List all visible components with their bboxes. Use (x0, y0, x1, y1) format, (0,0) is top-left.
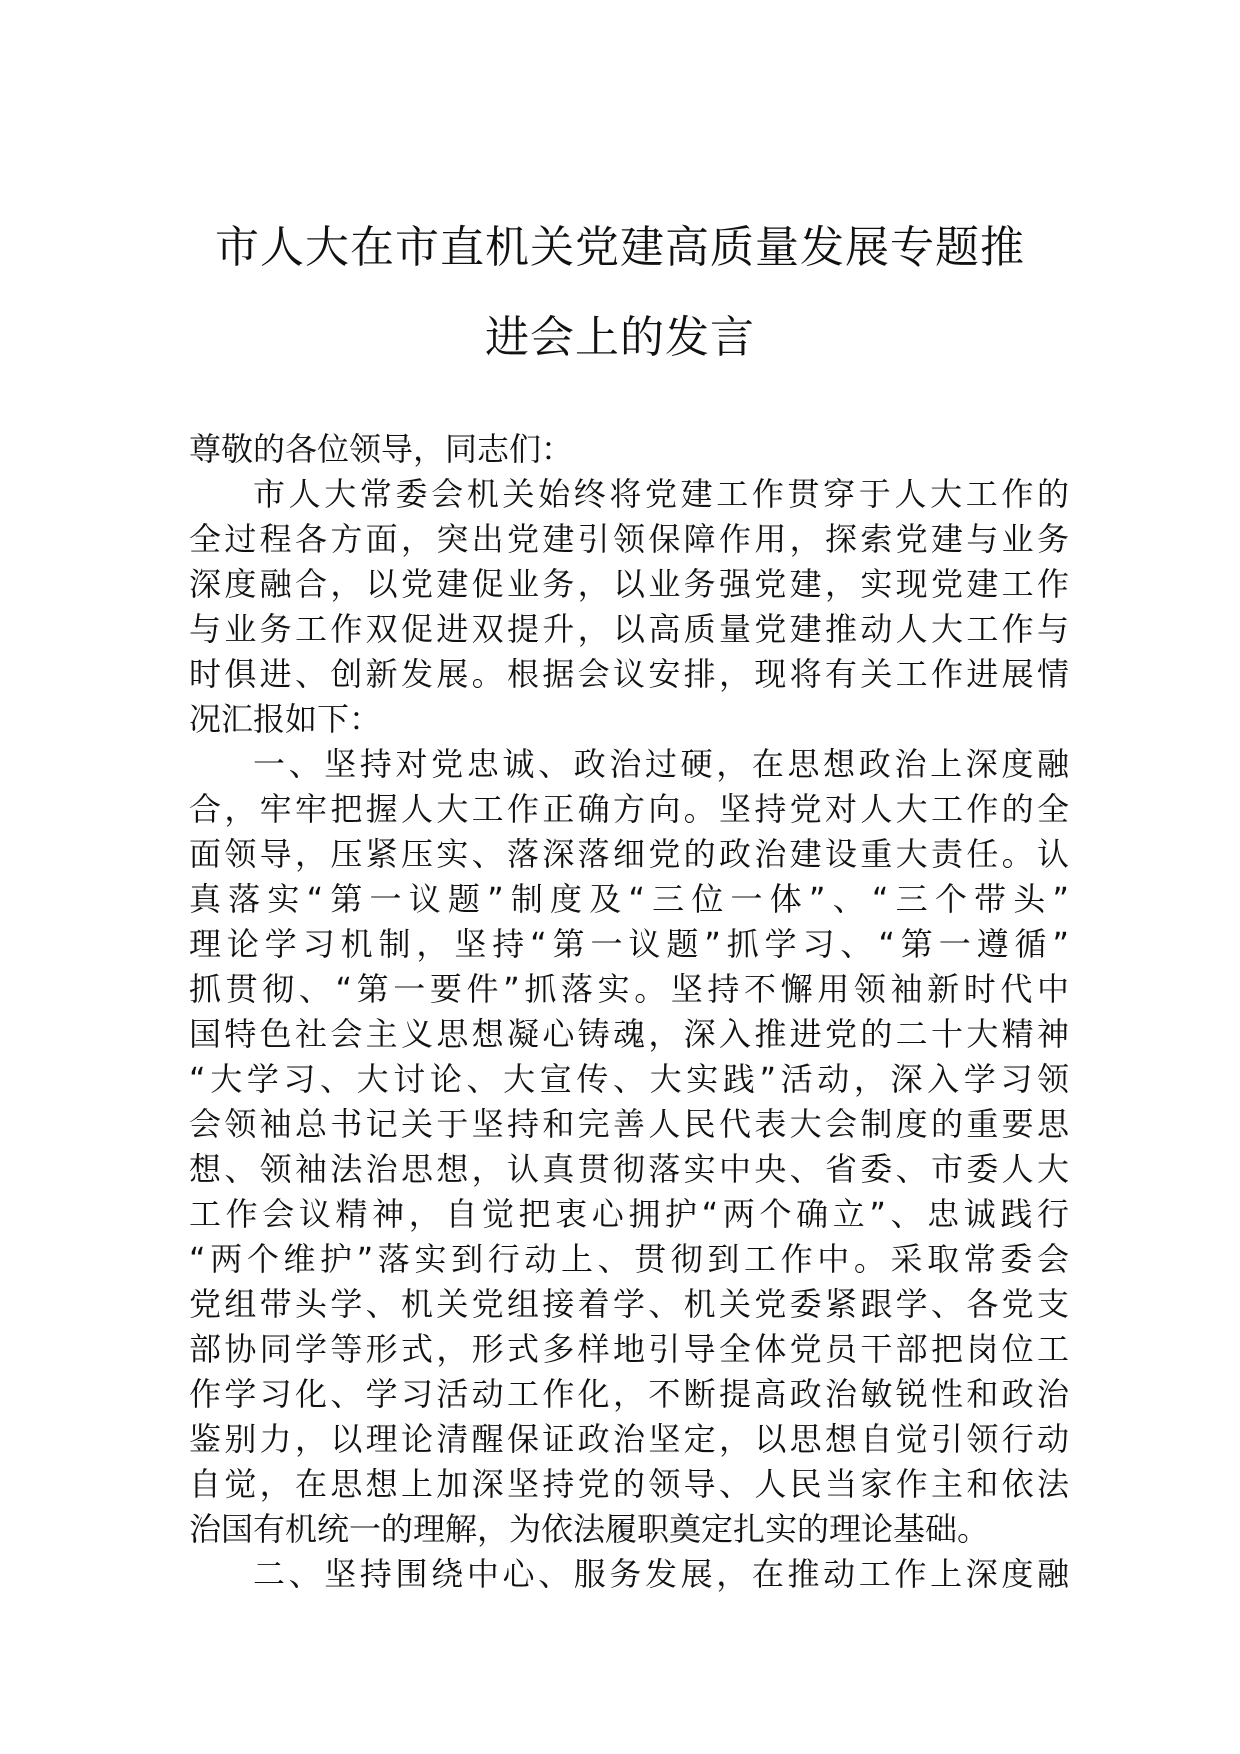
section-heading-line: 二、坚持围绕中心、服务发展，在推动工作上深度融 (253, 1555, 1069, 1593)
paragraph-line: 面领导，压紧压实、落深落细党的政治建设重大责任。认 (189, 835, 1069, 873)
document-title-line-1: 市人大在市直机关党建高质量发展专题推 (215, 222, 1025, 273)
paragraph-line: “大学习、大讨论、大宣传、大实践”活动，深入学习领 (189, 1060, 1069, 1098)
paragraph-line: 全过程各方面，突出党建引领保障作用，探索党建与业务 (189, 520, 1069, 558)
document-title-line-2: 进会上的发言 (485, 312, 755, 363)
paragraph-line: 抓贯彻、“第一要件”抓落实。坚持不懈用领袖新时代中 (189, 970, 1069, 1008)
document-body (189, 427, 1069, 1597)
paragraph-line: 市人大常委会机关始终将党建工作贯穿于人大工作的 (253, 475, 1069, 513)
paragraph-line: 想、领袖法治思想，认真贯彻落实中央、省委、市委人大 (189, 1150, 1069, 1188)
paragraph-line: 工作会议精神，自觉把衷心拥护“两个确立”、忠诚践行 (189, 1195, 1069, 1233)
paragraph-line: “两个维护”落实到行动上、贯彻到工作中。采取常委会 (189, 1240, 1069, 1278)
paragraph-line: 部协同学等形式，形式多样地引导全体党员干部把岗位工 (189, 1330, 1069, 1368)
paragraph-section-2 (189, 1552, 1069, 1597)
paragraph-line: 国特色社会主义思想凝心铸魂，深入推进党的二十大精神 (189, 1015, 1069, 1053)
paragraph-line: 时俱进、创新发展。根据会议安排，现将有关工作进展情 (189, 655, 1069, 693)
paragraph-line: 合，牢牢把握人大工作正确方向。坚持党对人大工作的全 (189, 790, 1069, 828)
section-heading-line: 一、坚持对党忠诚、政治过硬，在思想政治上深度融 (253, 745, 1069, 783)
paragraph-line: 自觉，在思想上加深坚持党的领导、人民当家作主和依法 (189, 1465, 1069, 1503)
paragraph-line: 况汇报如下： (189, 700, 382, 738)
paragraph-line: 党组带头学、机关党组接着学、机关党委紧跟学、各党支 (189, 1285, 1069, 1323)
paragraph-line: 鉴别力，以理论清醒保证政治坚定，以思想自觉引领行动 (189, 1420, 1069, 1458)
paragraph-section-1 (189, 742, 1069, 1552)
paragraph-line: 理论学习机制，坚持“第一议题”抓学习、“第一遵循” (189, 925, 1069, 963)
paragraph-line: 会领袖总书记关于坚持和完善人民代表大会制度的重要思 (189, 1105, 1069, 1143)
paragraph-line: 真落实“第一议题”制度及“三位一体”、“三个带头” (189, 880, 1069, 918)
paragraph-line: 与业务工作双促进双提升，以高质量党建推动人大工作与 (189, 610, 1069, 648)
paragraph-line: 作学习化、学习活动工作化，不断提高政治敏锐性和政治 (189, 1375, 1069, 1413)
paragraph-intro (189, 472, 1069, 742)
paragraph-line: 治国有机统一的理解，为依法履职奠定扎实的理论基础。 (189, 1510, 990, 1548)
paragraph-line: 深度融合，以党建促业务，以业务强党建，实现党建工作 (189, 565, 1069, 603)
salutation: 尊敬的各位领导，同志们： (189, 430, 574, 468)
